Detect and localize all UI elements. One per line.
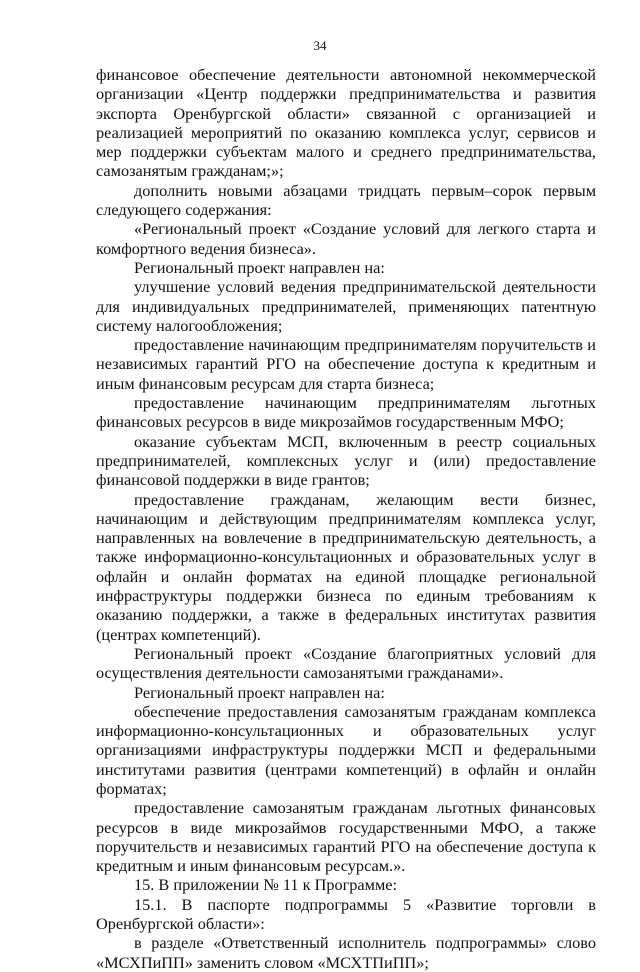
page-number: 34 xyxy=(313,38,327,53)
paragraph: дополнить новыми абзацами тридцать первым–сорок первым следующего содержания: xyxy=(96,180,596,220)
paragraph: 15.1. В паспорте подпрограммы 5 «Развитие торговли в Оренбургской области»: xyxy=(96,894,596,934)
paragraph: улучшение условий ведения предпринимательской деятельности для индивидуальных предпринимателей, применяющих патентную систему налогообложения; xyxy=(96,277,596,335)
paragraph: Региональный проект направлен на: xyxy=(134,682,385,702)
paragraph: предоставление начинающим предпринимателям поручительств и независимых гарантий РГО на обеспечение доступа к кредитным и иным финансовым ресурсам для старта бизнеса; xyxy=(96,335,596,393)
paragraph: в разделе «Ответственный исполнитель подпрограммы» слово «МСХПиПП» заменить словом «МСХТПиПП»; xyxy=(96,933,596,972)
paragraph: предоставление начинающим предпринимателям льготных финансовых ресурсов в виде микрозаймов государственным МФО; xyxy=(96,393,596,432)
paragraph: оказание субъектам МСП, включенным в реестр социальных предпринимателей, комплексных услуг и (или) предоставление финансовой поддержки в виде грантов; xyxy=(96,431,596,490)
paragraph: финансовое обеспечение деятельности автономной некоммерческой организации «Центр поддержки предпринимательства и развития экспорта Оренбургской области» связанной с организацией и реализацией мероприятий по оказанию комплекса услуг, сервисов и мер поддержки субъектам малого и среднего предпринимательства, самозанятым гражданам;»; xyxy=(96,65,596,181)
paragraph: «Региональный проект «Создание условий для легкого старта и комфортного ведения бизнеса». xyxy=(96,219,596,258)
paragraph: Региональный проект «Создание благоприятных условий для осуществления деятельности самозанятыми гражданами». xyxy=(96,643,596,683)
paragraph: Региональный проект направлен на: xyxy=(134,257,385,277)
paragraph: предоставление гражданам, желающим вести бизнес, начинающим и действующим предпринимателям комплекса услуг, направленных на вовлечение в предпринимательскую деятельность, а также информационно-консультационных и образовательных услуг в офлайн и онлайн форматах на единой площадке региональной инфраструктуры поддержки бизнеса по единым требованиям к оказанию поддержки, а также в федеральных институтах развития (центрах компетенций). xyxy=(96,489,596,644)
document-body xyxy=(96,65,596,972)
paragraph: 15. В приложении № 11 к Программе: xyxy=(134,875,398,895)
paragraph: обеспечение предоставления самозанятым гражданам комплекса информационно-консультационных и образовательных услуг организациями инфраструктуры поддержки МСП и федеральными институтами развития (центрами компетенций) в офлайн и онлайн форматах; xyxy=(96,701,596,798)
paragraph: предоставление самозанятым гражданам льготных финансовых ресурсов в виде микрозаймов государственными МФО, а также поручительств и независимых гарантий РГО на обеспечение доступа к кредитным и иным финансовым ресурсам.». xyxy=(96,798,596,876)
